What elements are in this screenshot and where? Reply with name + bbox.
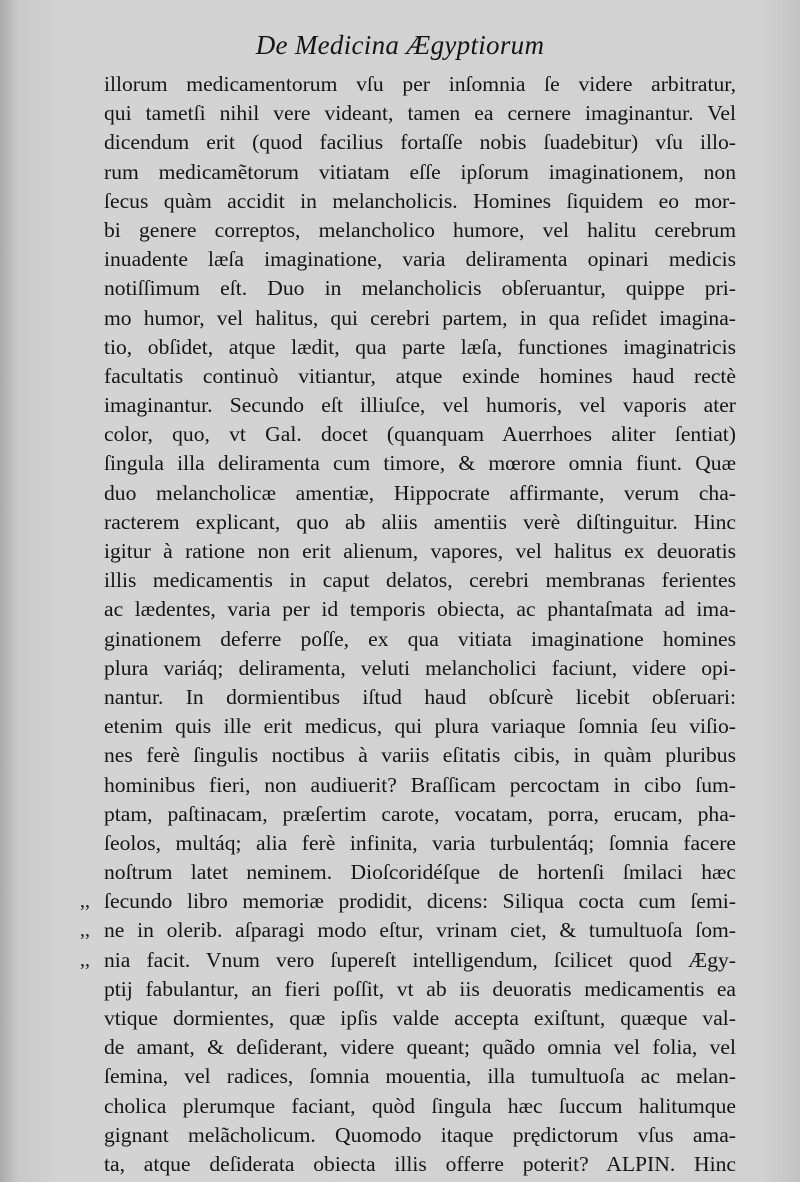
line-text: illis medicamentis in caput delatos, cerebri membranas ferientes bbox=[104, 568, 736, 593]
text-line bbox=[104, 1150, 736, 1179]
text-line bbox=[80, 946, 736, 975]
text-line bbox=[104, 566, 736, 595]
text-line bbox=[104, 625, 736, 654]
text-line bbox=[104, 362, 736, 391]
line-text: tio, obſidet, atque lædit, qua parte læſa, functiones imaginatricis bbox=[104, 334, 736, 359]
line-text: ta, atque deſiderata obiecta illis offerre poterit? ALPIN. Hinc bbox=[104, 1151, 736, 1176]
text-line bbox=[104, 187, 736, 216]
line-text: ſemina, vel radices, ſomnia mouentia, illa tumultuoſa ac melan- bbox=[104, 1064, 736, 1089]
text-line bbox=[104, 391, 736, 420]
text-line bbox=[104, 771, 736, 800]
line-text: color, quo, vt Gal. docet (quanquam Auerrhoes aliter ſentiat) bbox=[104, 422, 736, 447]
text-line bbox=[104, 333, 736, 362]
line-text: racterem explicant, quo ab aliis amentiis verè diſtinguitur. Hinc bbox=[104, 509, 736, 534]
text-line bbox=[104, 1004, 736, 1033]
text-line bbox=[104, 683, 736, 712]
text-line bbox=[104, 99, 736, 128]
quotation-marker: ,, bbox=[80, 919, 90, 942]
text-line bbox=[104, 158, 736, 187]
line-text: igitur à ratione non erit alienum, vapores, vel halitus ex deuoratis bbox=[104, 539, 736, 563]
line-text: bi genere correptos, melancholico humore, vel halitu cerebrum bbox=[104, 217, 736, 242]
text-line bbox=[104, 1092, 736, 1121]
text-line bbox=[104, 216, 736, 245]
line-text: nia facit. Vnum vero ſupereſt intelligendum, ſcilicet quod Ægy- bbox=[104, 947, 736, 972]
text-line bbox=[104, 479, 736, 508]
line-text: ſecus quàm accidit in melancholicis. Homines ſiquidem eo mor- bbox=[104, 188, 736, 213]
line-text: duo melancholicæ amentiæ, Hippocrate affirmante, verum cha- bbox=[104, 480, 736, 505]
text-line bbox=[104, 800, 736, 829]
text-line bbox=[104, 712, 736, 741]
line-text: ſecundo libro memoriæ prodidit, dicens: Siliqua cocta cum ſemi- bbox=[104, 889, 736, 914]
text-line bbox=[80, 916, 736, 945]
line-text: qui tametſi nihil vere videant, tamen ea cernere imaginantur. Vel bbox=[104, 101, 736, 126]
text-line bbox=[104, 304, 736, 333]
text-line bbox=[104, 508, 736, 537]
line-text: inuadente læſa imaginatione, varia deliramenta opinari medicis bbox=[104, 247, 736, 272]
line-text: vtique dormientes, quæ ipſis valde accepta exiſtunt, quæque val- bbox=[104, 1006, 736, 1030]
quotation-marker: ,, bbox=[80, 890, 90, 913]
line-text: cholica plerumque faciant, quòd ſingula hæc ſuccum halitumque bbox=[104, 1093, 736, 1118]
line-text: illorum medicamentorum vſu per inſomnia ſe videre arbitratur, bbox=[104, 72, 736, 96]
text-line bbox=[104, 274, 736, 303]
text-line bbox=[104, 70, 736, 99]
text-line bbox=[104, 449, 736, 478]
line-text: ptij fabulantur, an fieri poſſit, vt ab iis deuoratis medicamentis ea bbox=[104, 976, 736, 1001]
line-text: hominibus fieri, non audiuerit? Braſſicam percoctam in cibo ſum- bbox=[104, 772, 736, 797]
line-text: ginationem deferre poſſe, ex qua vitiata imaginatione homines bbox=[104, 626, 736, 651]
text-line bbox=[104, 128, 736, 157]
line-text: ne in olerib. aſparagi modo eſtur, vrinam ciet, & tumultuoſa ſom- bbox=[104, 918, 736, 943]
text-line bbox=[104, 858, 736, 887]
line-text: ſingula illa deliramenta cum timore, & mœrore omnia fiunt. Quæ bbox=[104, 451, 736, 476]
line-text: plura variáq; deliramenta, veluti melancholici faciunt, videre opi- bbox=[104, 655, 736, 680]
line-text: gignant melãcholicum. Quomodo itaque prędictorum vſus ama- bbox=[104, 1122, 736, 1147]
text-line bbox=[104, 1033, 736, 1062]
line-text: notiſſimum eſt. Duo in melancholicis obſeruantur, quippe pri- bbox=[104, 276, 736, 301]
line-text: etenim quis ille erit medicus, qui plura variaque ſomnia ſeu viſio- bbox=[104, 714, 736, 739]
quotation-marker: ,, bbox=[80, 948, 90, 971]
line-text: noſtrum latet neminem. Dioſcoridéſque de hortenſi ſmilaci hæc bbox=[104, 860, 736, 885]
line-text: mo humor, vel halitus, qui cerebri partem, in qua reſidet imagina- bbox=[104, 305, 736, 330]
running-head: De Medicina Ægyptiorum bbox=[255, 30, 545, 60]
line-text: ptam, paſtinacam, præſertim carote, vocatam, porra, erucam, pha- bbox=[104, 801, 736, 826]
line-text: imaginantur. Secundo eſt illiuſce, vel humoris, vel vaporis ater bbox=[104, 393, 736, 418]
line-text: facultatis continuò vitiantur, atque exinde homines haud rectè bbox=[104, 363, 736, 388]
text-line bbox=[104, 741, 736, 770]
text-line bbox=[104, 537, 736, 566]
text-line bbox=[104, 1062, 736, 1091]
line-text: dicendum erit (quod facilius fortaſſe nobis ſuadebitur) vſu illo- bbox=[104, 130, 736, 155]
line-text: nantur. In dormientibus iſtud haud obſcurè licebit obſeruari: bbox=[104, 684, 736, 709]
text-line bbox=[104, 654, 736, 683]
line-text: rum medicamẽtorum vitiatam eſſe ipſorum imaginationem, non bbox=[104, 159, 736, 184]
body-text-block bbox=[80, 70, 736, 1179]
text-line bbox=[104, 245, 736, 274]
line-text: de amant, & deſiderant, videre queant; quãdo omnia vel folia, vel bbox=[104, 1035, 736, 1060]
text-line bbox=[104, 420, 736, 449]
text-line bbox=[80, 887, 736, 916]
line-text: ac lædentes, varia per id temporis obiecta, ac phantaſmata ad ima- bbox=[104, 597, 736, 622]
line-text: nes ferè ſingulis noctibus à variis eſitatis cibis, in quàm pluribus bbox=[104, 743, 736, 768]
text-line bbox=[104, 829, 736, 858]
line-text: ſeolos, multáq; alia ferè infinita, varia turbulentáq; ſomnia facere bbox=[104, 830, 736, 855]
text-line bbox=[104, 1121, 736, 1150]
text-line bbox=[104, 975, 736, 1004]
text-line bbox=[104, 595, 736, 624]
